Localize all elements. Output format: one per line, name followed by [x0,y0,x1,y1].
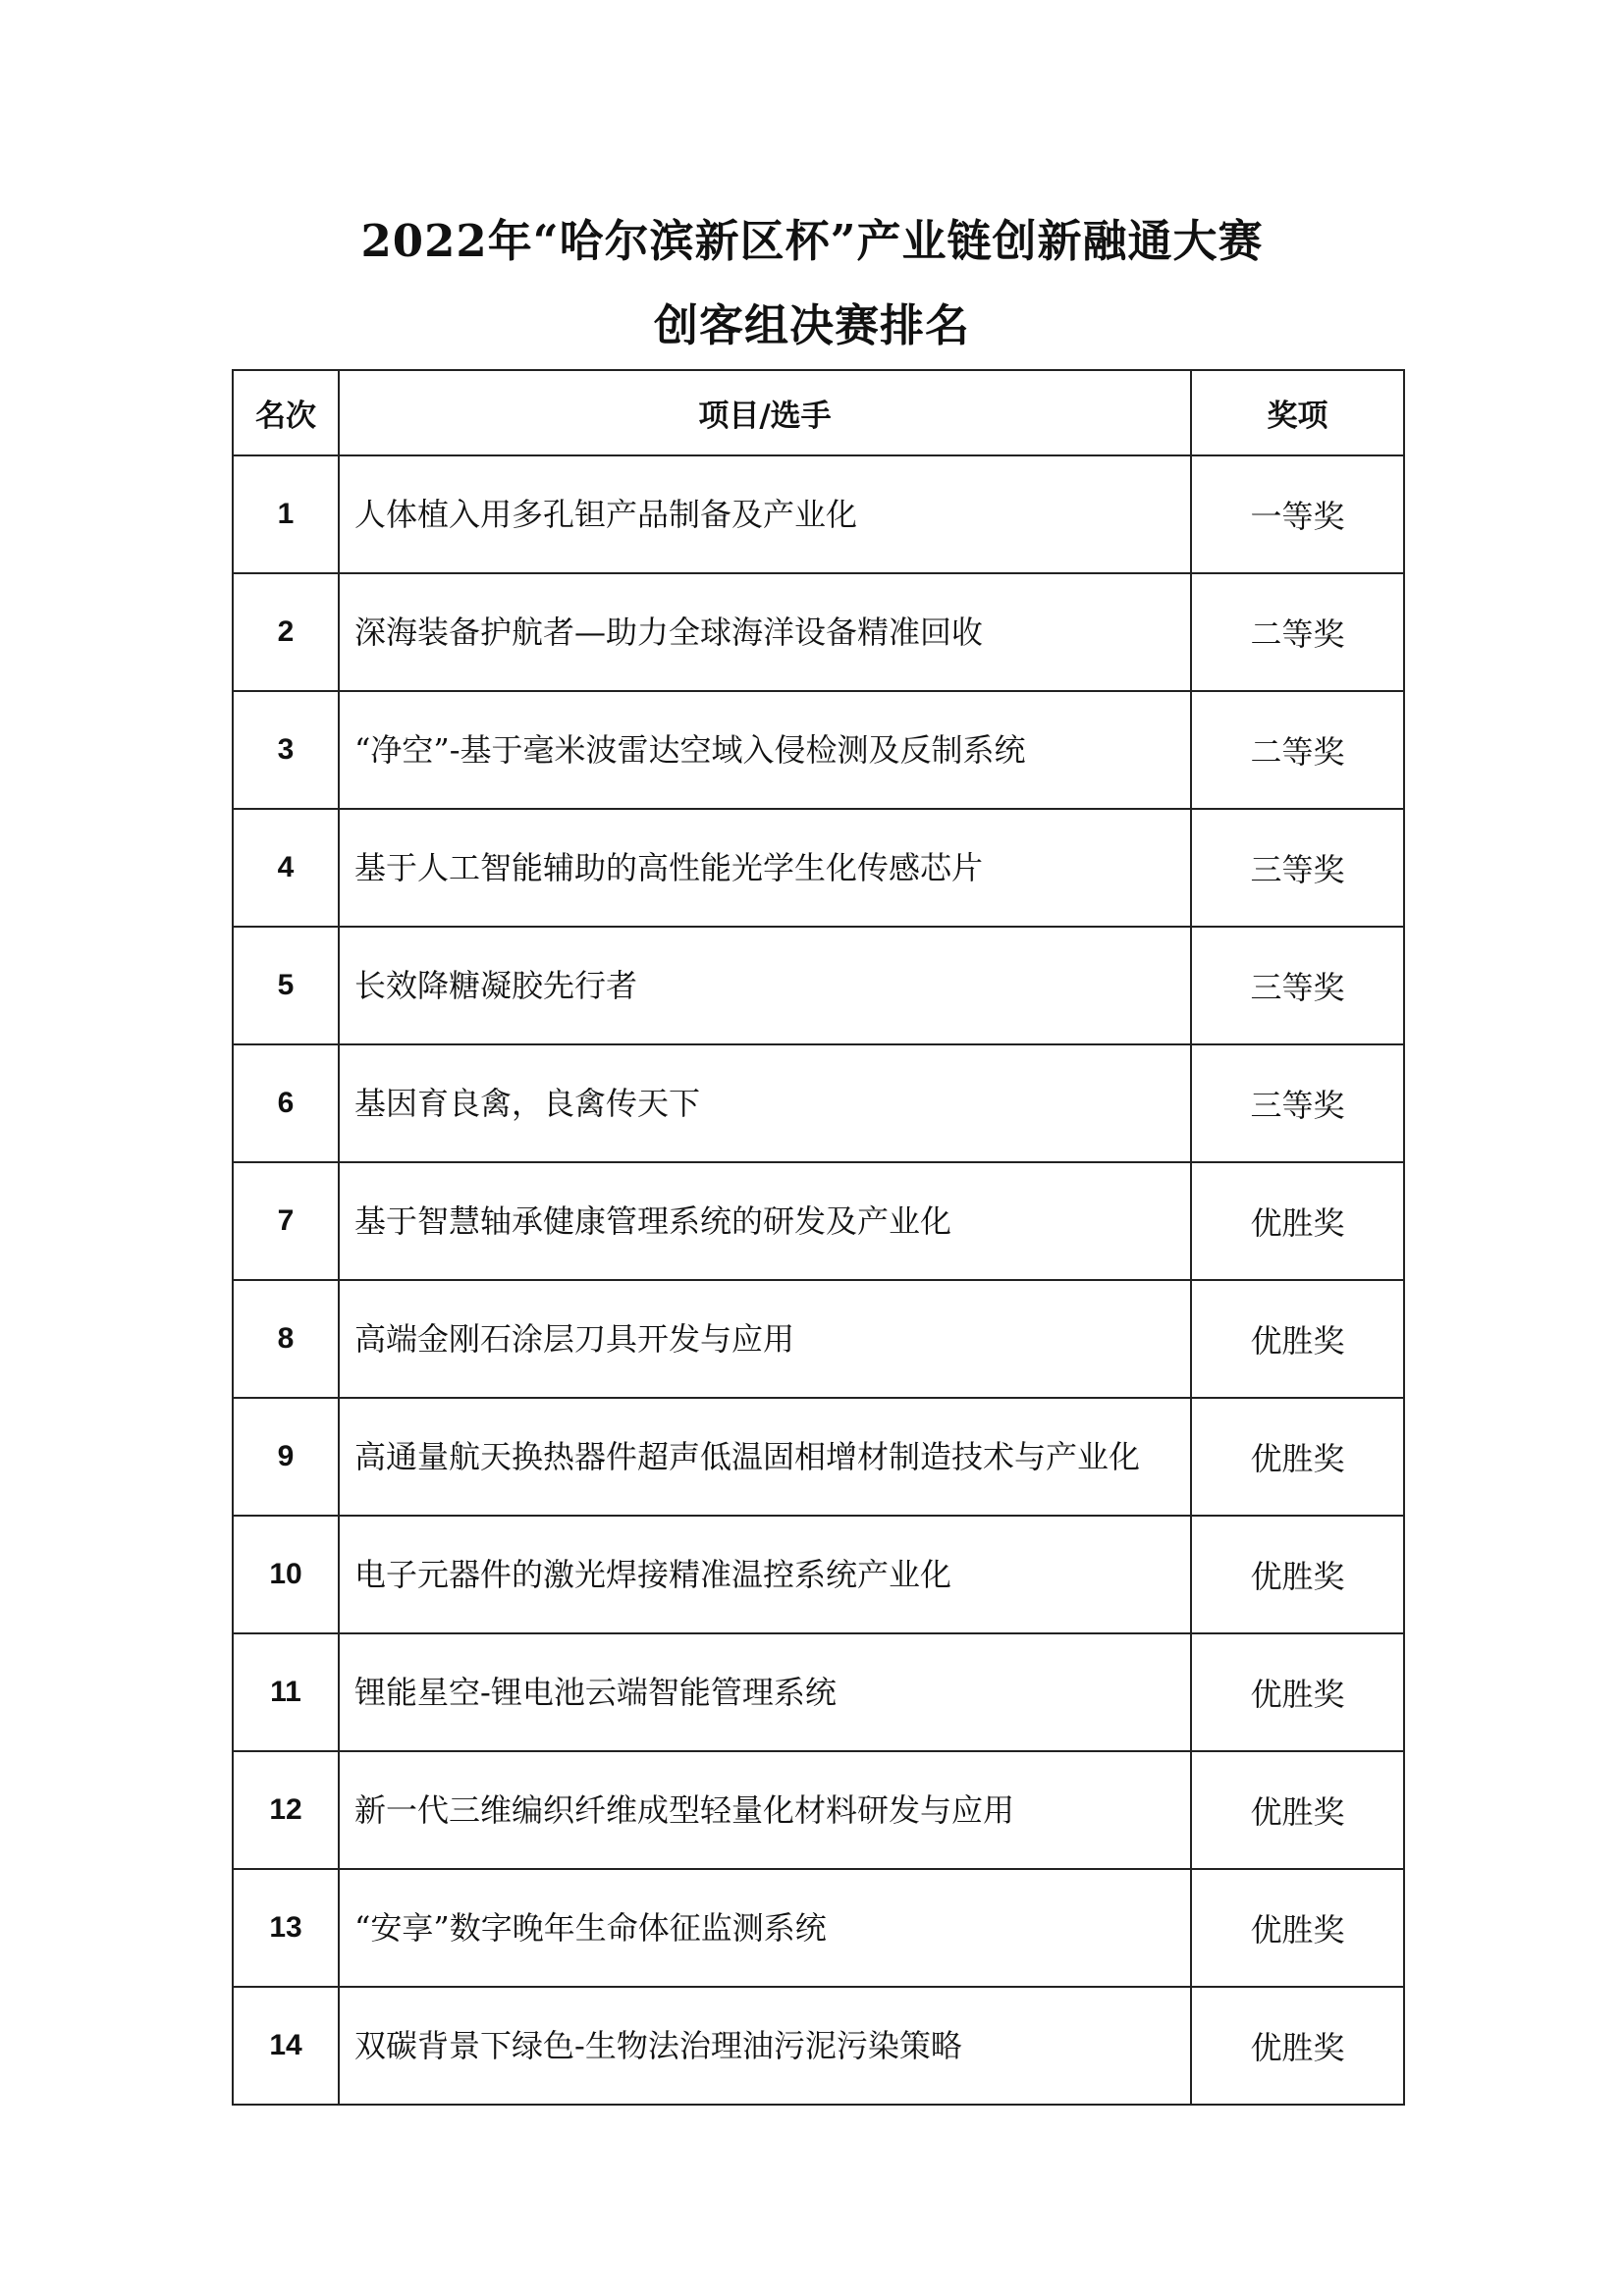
award-cell: 优胜奖 [1191,1280,1404,1398]
table-row [233,1162,1404,1280]
rank-cell: 12 [233,1751,339,1869]
award-cell: 优胜奖 [1191,1751,1404,1869]
project-cell: 长效降糖凝胶先行者 [339,927,1191,1044]
table-row [233,1516,1404,1633]
table-row [233,1044,1404,1162]
rank-cell: 4 [233,809,339,927]
project-cell: 高通量航天换热器件超声低温固相增材制造技术与产业化 [339,1398,1191,1516]
document-title: 2022年“哈尔滨新区杯”产业链创新融通大赛 [360,215,1264,267]
header-award: 奖项 [1191,370,1404,455]
header-rank: 名次 [233,370,339,455]
rank-cell: 2 [233,573,339,691]
project-cell: 双碳背景下绿色-生物法治理油污泥污染策略 [339,1987,1191,2105]
table-row [233,691,1404,809]
project-cell: 新一代三维编织纤维成型轻量化材料研发与应用 [339,1751,1191,1869]
table-row [233,573,1404,691]
award-cell: 三等奖 [1191,1044,1404,1162]
project-cell: 基因育良禽，良禽传天下 [339,1044,1191,1162]
rank-cell: 6 [233,1044,339,1162]
rank-cell: 11 [233,1633,339,1751]
ranking-table [232,369,1405,2106]
award-cell: 二等奖 [1191,573,1404,691]
table-row [233,1751,1404,1869]
table-row [233,1633,1404,1751]
project-cell: 基于人工智能辅助的高性能光学生化传感芯片 [339,809,1191,927]
project-cell: 高端金刚石涂层刀具开发与应用 [339,1280,1191,1398]
rank-cell: 13 [233,1869,339,1987]
project-cell: “净空”-基于毫米波雷达空域入侵检测及反制系统 [339,691,1191,809]
award-cell: 二等奖 [1191,691,1404,809]
table-row [233,1280,1404,1398]
rank-cell: 9 [233,1398,339,1516]
award-cell: 一等奖 [1191,455,1404,573]
rank-cell: 14 [233,1987,339,2105]
award-cell: 优胜奖 [1191,1398,1404,1516]
award-cell: 优胜奖 [1191,1516,1404,1633]
table-row [233,809,1404,927]
rank-cell: 7 [233,1162,339,1280]
rank-cell: 3 [233,691,339,809]
table-row [233,1398,1404,1516]
award-cell: 三等奖 [1191,809,1404,927]
rank-cell: 1 [233,455,339,573]
document-subtitle: 创客组决赛排名 [653,299,970,351]
award-cell: 优胜奖 [1191,1633,1404,1751]
award-cell: 优胜奖 [1191,1869,1404,1987]
table-row [233,455,1404,573]
table-header-row [233,370,1404,455]
rank-cell: 5 [233,927,339,1044]
table-row [233,1869,1404,1987]
project-cell: 电子元器件的激光焊接精准温控系统产业化 [339,1516,1191,1633]
project-cell: 人体植入用多孔钽产品制备及产业化 [339,455,1191,573]
table-row [233,1987,1404,2105]
table-row [233,927,1404,1044]
project-cell: 深海装备护航者—助力全球海洋设备精准回收 [339,573,1191,691]
rank-cell: 10 [233,1516,339,1633]
project-cell: 基于智慧轴承健康管理系统的研发及产业化 [339,1162,1191,1280]
award-cell: 三等奖 [1191,927,1404,1044]
rank-cell: 8 [233,1280,339,1398]
header-project: 项目/选手 [339,370,1191,455]
project-cell: 锂能星空-锂电池云端智能管理系统 [339,1633,1191,1751]
project-cell: “安享”数字晚年生命体征监测系统 [339,1869,1191,1987]
award-cell: 优胜奖 [1191,1162,1404,1280]
award-cell: 优胜奖 [1191,1987,1404,2105]
